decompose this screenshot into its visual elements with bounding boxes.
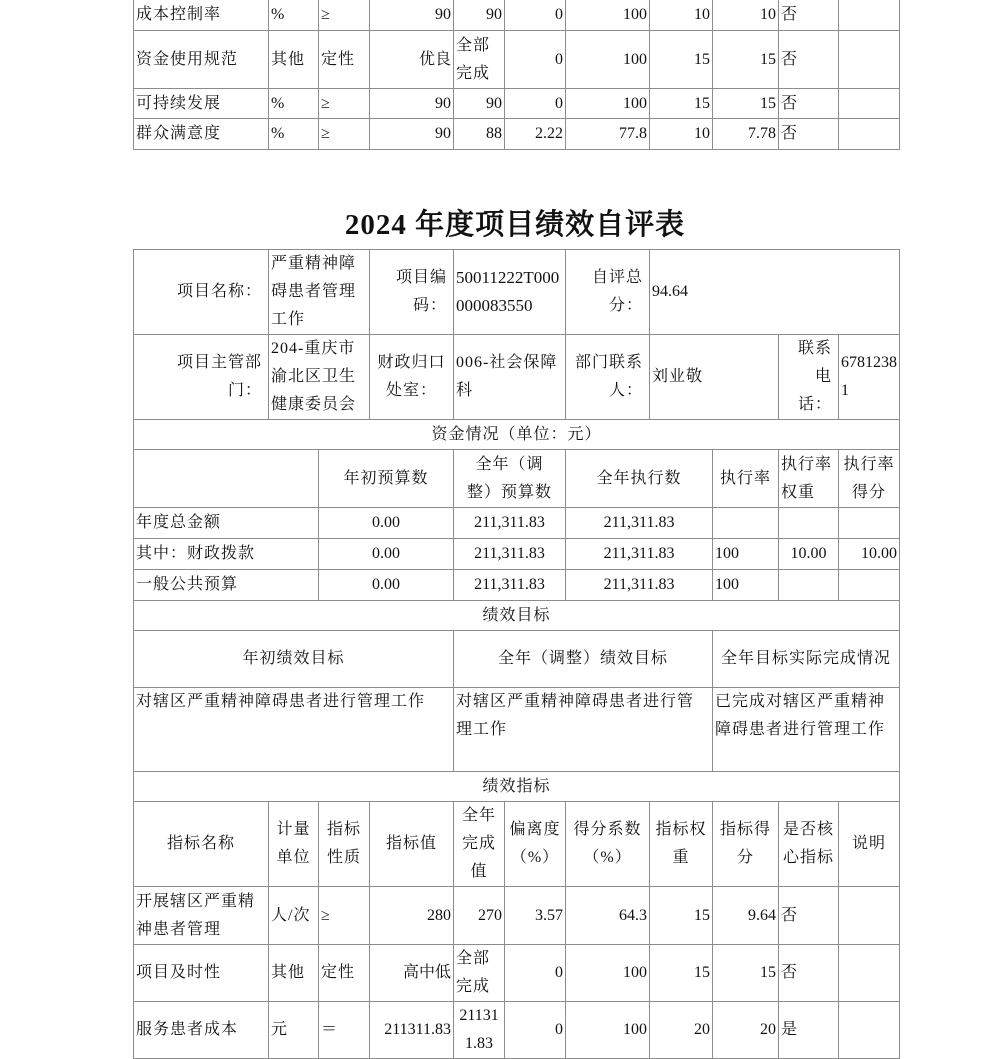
funds-initial-cell: 0.00 (319, 539, 454, 570)
indicator-nature-cell: ≥ (319, 119, 370, 150)
funds-adjusted-cell: 211,311.83 (454, 539, 566, 570)
indicator-weight-cell: 15 (650, 945, 713, 1002)
contact-label: 部门联系人： (566, 335, 650, 420)
indicator-dev-cell: 0 (505, 89, 566, 119)
funds-section-header: 资金情况（单位：元） (134, 420, 900, 450)
indicator-unit-cell: % (269, 89, 319, 119)
funds-row (134, 539, 900, 570)
indicator-core-cell: 否 (779, 31, 839, 89)
indicator-row (134, 945, 900, 1002)
indicator-name-cell: 成本控制率 (134, 0, 269, 31)
indicator-weight-cell: 15 (650, 89, 713, 119)
indicator-score-cell: 15 (713, 945, 779, 1002)
indicator-row (134, 0, 900, 31)
indicator-header: 是否核心指标 (779, 802, 839, 887)
project-name-label: 项目名称： (134, 250, 269, 335)
funds-header: 年初预算数 (319, 450, 454, 508)
funds-header: 执行率 (713, 450, 779, 508)
indicator-name-cell: 服务患者成本 (134, 1002, 269, 1059)
indicator-weight-cell: 20 (650, 1002, 713, 1059)
indicator-note-cell (839, 945, 900, 1002)
funds-label-cell: 其中：财政拨款 (134, 539, 319, 570)
funds-weight-cell (779, 508, 839, 539)
score-label: 自评总分： (566, 250, 650, 335)
self-evaluation-table (133, 249, 900, 1059)
funds-row (134, 570, 900, 601)
indicators-header-row (134, 802, 900, 887)
indicator-nature-cell: ＝ (319, 1002, 370, 1059)
indicator-weight-cell: 10 (650, 0, 713, 31)
finance-office-label: 财政归口处室： (370, 335, 454, 420)
previous-indicator-table (133, 0, 900, 150)
indicator-name-cell: 开展辖区严重精神患者管理 (134, 887, 269, 945)
funds-rate-cell: 100 (713, 570, 779, 601)
indicator-core-cell: 是 (779, 1002, 839, 1059)
project-code-label: 项目编码： (370, 250, 454, 335)
indicator-name-cell: 资金使用规范 (134, 31, 269, 89)
indicator-core-cell: 否 (779, 89, 839, 119)
goals-content-row (134, 688, 900, 772)
department-value: 204-重庆市渝北区卫生健康委员会 (269, 335, 370, 420)
indicator-coef-cell: 100 (566, 945, 650, 1002)
indicator-done-cell: 90 (454, 0, 505, 31)
funds-weight-cell (779, 570, 839, 601)
indicator-row (134, 31, 900, 89)
indicator-header: 指标值 (370, 802, 454, 887)
indicator-coef-cell: 100 (566, 89, 650, 119)
indicator-coef-cell: 100 (566, 31, 650, 89)
indicator-row (134, 1002, 900, 1059)
indicator-name-cell: 可持续发展 (134, 89, 269, 119)
funds-header: 执行率得分 (839, 450, 900, 508)
indicator-note-cell (839, 1002, 900, 1059)
funds-label-cell: 年度总金额 (134, 508, 319, 539)
indicator-name-cell: 项目及时性 (134, 945, 269, 1002)
indicator-header: 全年完成值 (454, 802, 505, 887)
indicator-score-cell: 15 (713, 31, 779, 89)
indicator-done-cell: 88 (454, 119, 505, 150)
funds-executed-cell: 211,311.83 (566, 539, 713, 570)
indicator-unit-cell: % (269, 0, 319, 31)
indicator-coef-cell: 100 (566, 1002, 650, 1059)
indicator-core-cell: 否 (779, 119, 839, 150)
score-value: 94.64 (650, 250, 900, 335)
indicator-header: 指标权重 (650, 802, 713, 887)
indicator-dev-cell: 0 (505, 945, 566, 1002)
indicator-header: 计量单位 (269, 802, 319, 887)
indicator-unit-cell: % (269, 119, 319, 150)
indicators-section-header: 绩效指标 (134, 772, 900, 802)
indicator-done-cell: 270 (454, 887, 505, 945)
goals-header: 全年（调整）绩效目标 (454, 631, 713, 688)
funds-rate-cell: 100 (713, 539, 779, 570)
indicator-coef-cell: 77.8 (566, 119, 650, 150)
indicator-coef-cell: 100 (566, 0, 650, 31)
phone-value: 67812381 (839, 335, 900, 420)
indicator-done-cell: 全部完成 (454, 945, 505, 1002)
indicator-unit-cell: 人/次 (269, 887, 319, 945)
indicator-note-cell (839, 887, 900, 945)
indicator-dev-cell: 2.22 (505, 119, 566, 150)
funds-executed-cell: 211,311.83 (566, 508, 713, 539)
funds-score-cell (839, 570, 900, 601)
indicator-score-cell: 20 (713, 1002, 779, 1059)
funds-rate-cell (713, 508, 779, 539)
indicator-dev-cell: 0 (505, 0, 566, 31)
indicator-row (134, 89, 900, 119)
indicator-target-cell: 高中低 (370, 945, 454, 1002)
indicator-dev-cell: 3.57 (505, 887, 566, 945)
indicator-note-cell (839, 89, 900, 119)
funds-header-row (134, 450, 900, 508)
indicator-target-cell: 90 (370, 89, 454, 119)
indicator-core-cell: 否 (779, 887, 839, 945)
adjusted-goal: 对辖区严重精神障碍患者进行管理工作 (454, 688, 713, 772)
indicator-dev-cell: 0 (505, 1002, 566, 1059)
indicator-header: 指标性质 (319, 802, 370, 887)
actual-goal: 已完成对辖区严重精神障碍患者进行管理工作 (713, 688, 900, 772)
indicator-score-cell: 9.64 (713, 887, 779, 945)
indicator-weight-cell: 15 (650, 887, 713, 945)
indicator-unit-cell: 其他 (269, 31, 319, 89)
indicator-core-cell: 否 (779, 0, 839, 31)
indicator-done-cell: 全部完成 (454, 31, 505, 89)
department-label: 项目主管部门： (134, 335, 269, 420)
funds-header-blank (134, 450, 319, 508)
indicator-target-cell: 优良 (370, 31, 454, 89)
indicator-coef-cell: 64.3 (566, 887, 650, 945)
indicator-dev-cell: 0 (505, 31, 566, 89)
indicator-note-cell (839, 0, 900, 31)
funds-header: 全年（调整）预算数 (454, 450, 566, 508)
indicator-target-cell: 211311.83 (370, 1002, 454, 1059)
funds-initial-cell: 0.00 (319, 508, 454, 539)
funds-adjusted-cell: 211,311.83 (454, 570, 566, 601)
indicator-header: 指标名称 (134, 802, 269, 887)
indicator-score-cell: 15 (713, 89, 779, 119)
indicator-nature-cell: ≥ (319, 887, 370, 945)
goals-section-header: 绩效目标 (134, 601, 900, 631)
finance-office-value: 006-社会保障科 (454, 335, 566, 420)
indicator-score-cell: 7.78 (713, 119, 779, 150)
indicator-done-cell: 211311.83 (454, 1002, 505, 1059)
funds-row (134, 508, 900, 539)
indicator-row (134, 887, 900, 945)
project-name-value: 严重精神障碍患者管理工作 (269, 250, 370, 335)
indicator-nature-cell: 定性 (319, 31, 370, 89)
phone-label: 联系电话： (779, 335, 839, 420)
indicator-header: 得分系数（%） (566, 802, 650, 887)
indicator-note-cell (839, 31, 900, 89)
indicator-core-cell: 否 (779, 945, 839, 1002)
funds-score-cell: 10.00 (839, 539, 900, 570)
indicator-nature-cell: 定性 (319, 945, 370, 1002)
indicator-nature-cell: ≥ (319, 89, 370, 119)
indicator-weight-cell: 15 (650, 31, 713, 89)
funds-header: 全年执行数 (566, 450, 713, 508)
indicator-row (134, 119, 900, 150)
indicator-header: 说明 (839, 802, 900, 887)
funds-score-cell (839, 508, 900, 539)
indicator-nature-cell: ≥ (319, 0, 370, 31)
indicator-done-cell: 90 (454, 89, 505, 119)
funds-label-cell: 一般公共预算 (134, 570, 319, 601)
funds-header: 执行率权重 (779, 450, 839, 508)
indicator-unit-cell: 其他 (269, 945, 319, 1002)
indicator-header: 偏离度（%） (505, 802, 566, 887)
contact-value: 刘业敬 (650, 335, 779, 420)
page-title: 2024 年度项目绩效自评表 (344, 209, 686, 241)
indicator-target-cell: 90 (370, 119, 454, 150)
department-row (134, 335, 900, 420)
goals-header: 年初绩效目标 (134, 631, 454, 688)
indicator-target-cell: 90 (370, 0, 454, 31)
indicator-weight-cell: 10 (650, 119, 713, 150)
funds-executed-cell: 211,311.83 (566, 570, 713, 601)
indicator-unit-cell: 元 (269, 1002, 319, 1059)
indicator-target-cell: 280 (370, 887, 454, 945)
indicator-score-cell: 10 (713, 0, 779, 31)
funds-weight-cell: 10.00 (779, 539, 839, 570)
funds-initial-cell: 0.00 (319, 570, 454, 601)
goals-header: 全年目标实际完成情况 (713, 631, 900, 688)
indicator-note-cell (839, 119, 900, 150)
goals-header-row (134, 631, 900, 688)
project-code-value: 50011222T000000083550 (454, 250, 566, 335)
indicator-name-cell: 群众满意度 (134, 119, 269, 150)
initial-goal: 对辖区严重精神障碍患者进行管理工作 (134, 688, 454, 772)
indicator-header: 指标得分 (713, 802, 779, 887)
funds-adjusted-cell: 211,311.83 (454, 508, 566, 539)
project-name-row (134, 250, 900, 335)
